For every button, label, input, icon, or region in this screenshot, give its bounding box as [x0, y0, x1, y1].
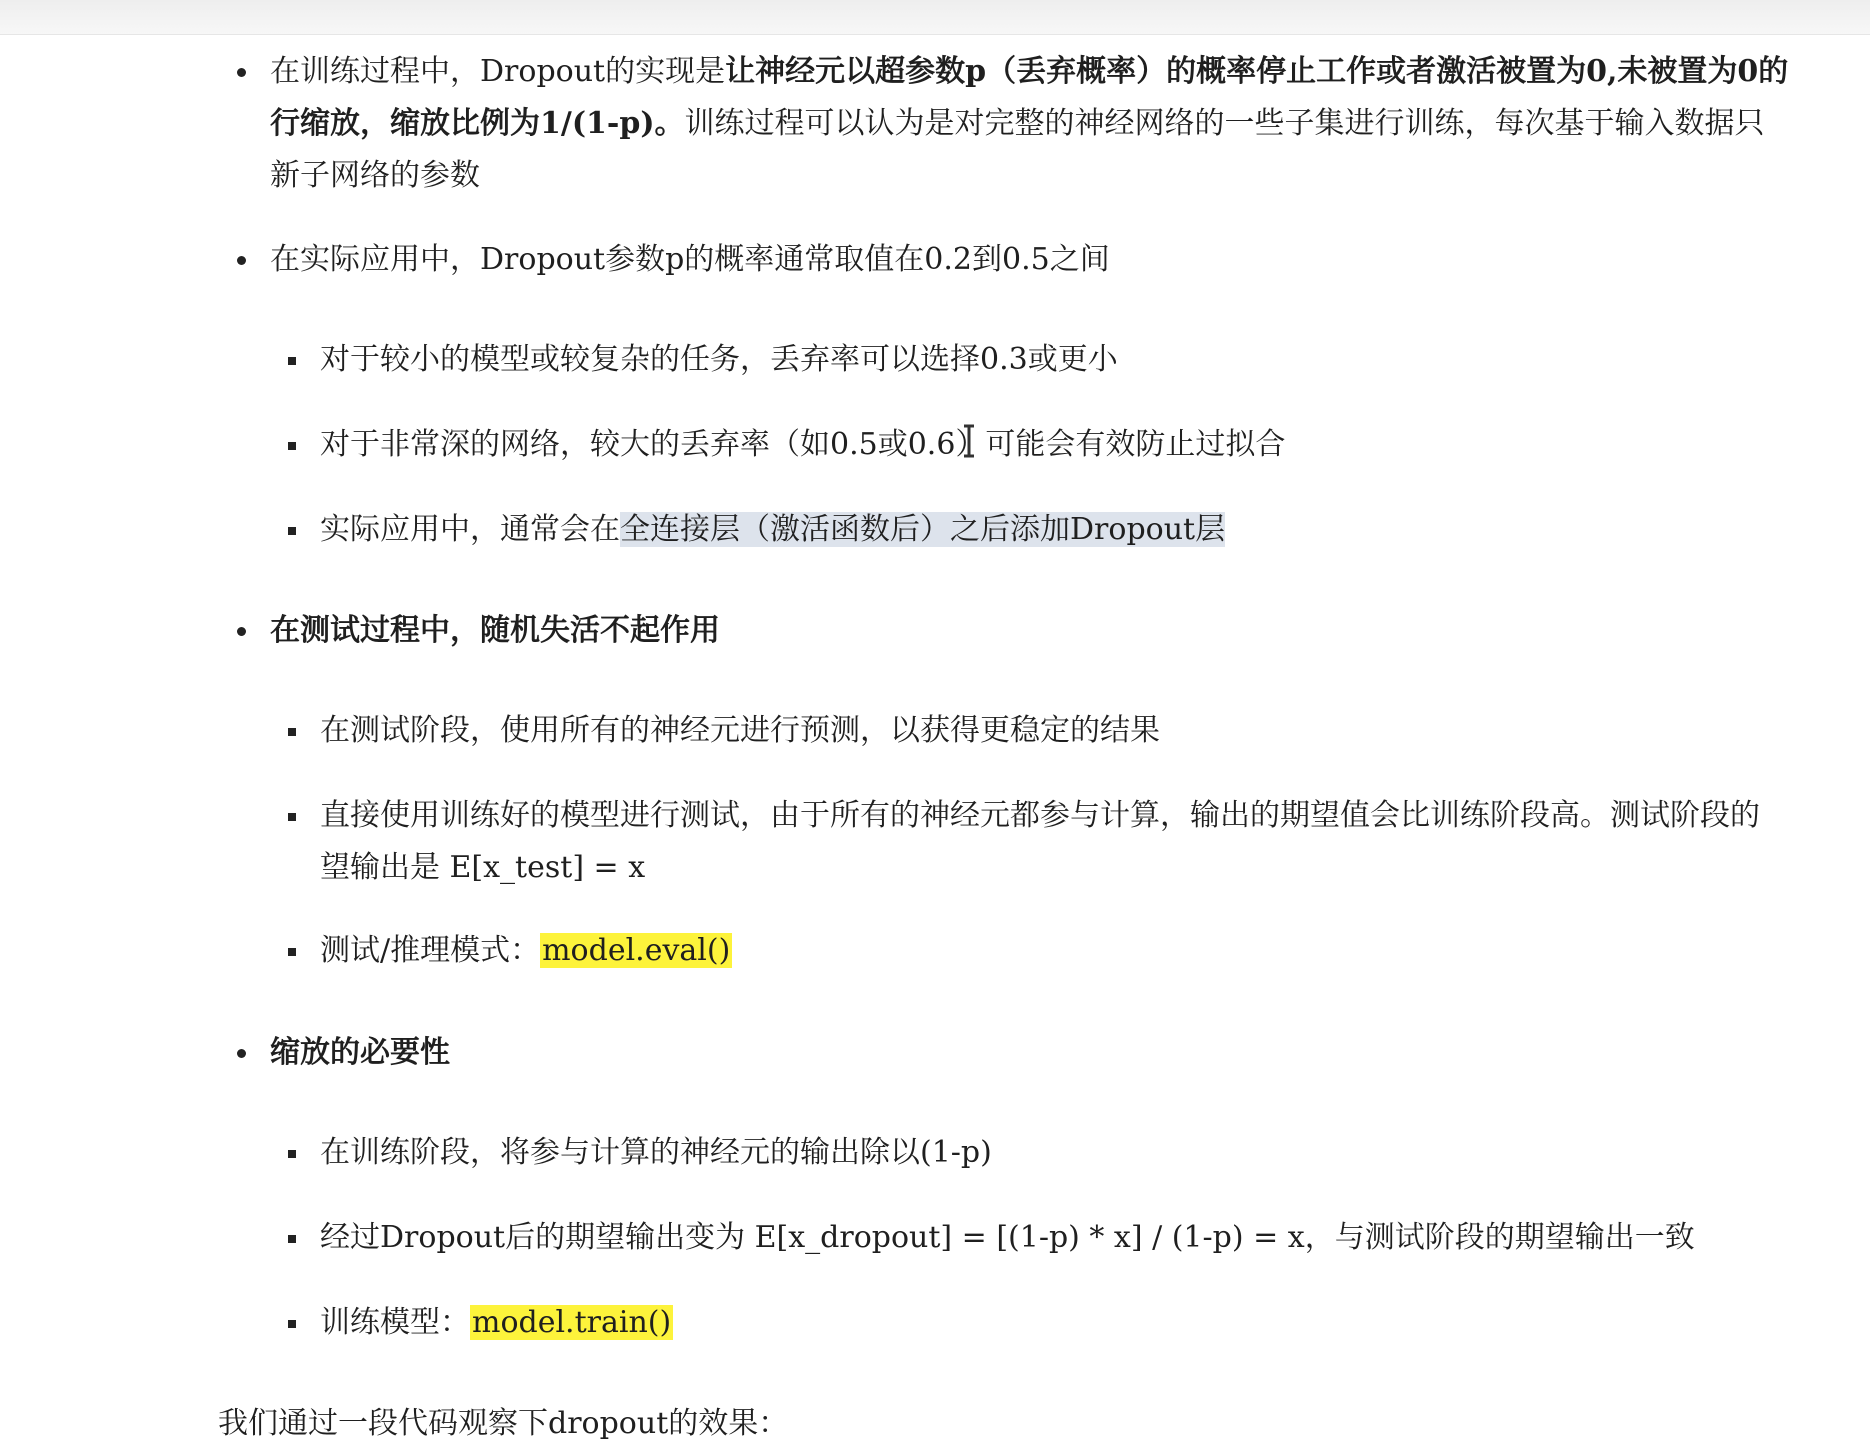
bullet-1-text-bold: 让神经元以超参数p（丢弃概率）的概率停止工作或者激活被置为0,未被置为0的 — [725, 54, 1789, 89]
train-mode-label: 训练模型： — [320, 1305, 470, 1340]
sub-bullet-square — [288, 948, 296, 956]
bullet-dot — [237, 627, 246, 636]
text-cursor-icon — [962, 424, 976, 458]
bullet-1-text-plain: 在训练过程中，Dropout的实现是 — [270, 54, 726, 89]
bullet-dot — [237, 1049, 246, 1058]
bullet-1-scale-text: 行缩放，缩放比例为1/(1-p)。 — [270, 106, 685, 141]
bullet-1-line-2 — [270, 98, 1765, 150]
bullet-1-line-3 — [270, 150, 480, 202]
sub-bullet-square — [288, 442, 296, 450]
bullet-3-sub-2-line-1: 直接使用训练好的模型进行测试，由于所有的神经元都参与计算，输出的期望值会比训练阶段高。测试阶段的 — [320, 798, 1760, 833]
bullet-dot — [237, 256, 246, 265]
bullet-4-sub-3 — [320, 1297, 673, 1349]
bullet-3-sub-2-line-2: 望输出是 E[x_test] = x — [320, 850, 646, 885]
model-eval-code: model.eval() — [542, 933, 731, 968]
sub-bullet-square — [288, 1150, 296, 1158]
test-mode-label: 测试/推理模式： — [320, 933, 541, 968]
bullet-4-sub-1: 在训练阶段，将参与计算的神经元的输出除以(1-p) — [320, 1135, 992, 1170]
bullet-3-sub-1: 在测试阶段，使用所有的神经元进行预测，以获得更稳定的结果 — [320, 713, 1160, 748]
bullet-1-subset-text: 训练过程可以认为是对完整的神经网络的一些子集进行训练，每次基于输入数据只 — [684, 106, 1765, 141]
bullet-2-sub-3-prefix: 实际应用中，通常会在 — [320, 512, 620, 547]
bullet-4-heading: 缩放的必要性 — [270, 1035, 450, 1070]
bullet-4-sub-2: 经过Dropout后的期望输出变为 E[x_dropout] = [(1-p) * x] / (1-p) = x，与测试阶段的期望输出一致 — [320, 1220, 1695, 1255]
model-train-code: model.train() — [472, 1305, 672, 1340]
bullet-1-line-1 — [270, 46, 1788, 98]
sub-bullet-square — [288, 728, 296, 736]
bullet-1-tail-text: 新子网络的参数 — [270, 158, 480, 193]
bullet-3-heading: 在测试过程中，随机失活不起作用 — [270, 613, 720, 648]
bullet-2-sub-2: 对于非常深的网络，较大的丢弃率（如0.5或0.6）可能会有效防止过拟合 — [320, 427, 1286, 462]
bullet-2-text: 在实际应用中，Dropout参数p的概率通常取值在0.2到0.5之间 — [270, 242, 1110, 277]
sub-bullet-square — [288, 1235, 296, 1243]
sub-bullet-square — [288, 527, 296, 535]
bullet-3-sub-3 — [320, 925, 732, 977]
selected-text[interactable]: 全连接层（激活函数后）之后添加Dropout层 — [620, 512, 1226, 547]
sub-bullet-square — [288, 1320, 296, 1328]
footer-paragraph: 我们通过一段代码观察下dropout的效果： — [218, 1406, 789, 1441]
bullet-dot — [237, 68, 246, 77]
sub-bullet-square — [288, 813, 296, 821]
bullet-2-sub-1: 对于较小的模型或较复杂的任务，丢弃率可以选择0.3或更小 — [320, 342, 1118, 377]
bullet-2-sub-3 — [320, 504, 1225, 556]
sub-bullet-square — [288, 357, 296, 365]
